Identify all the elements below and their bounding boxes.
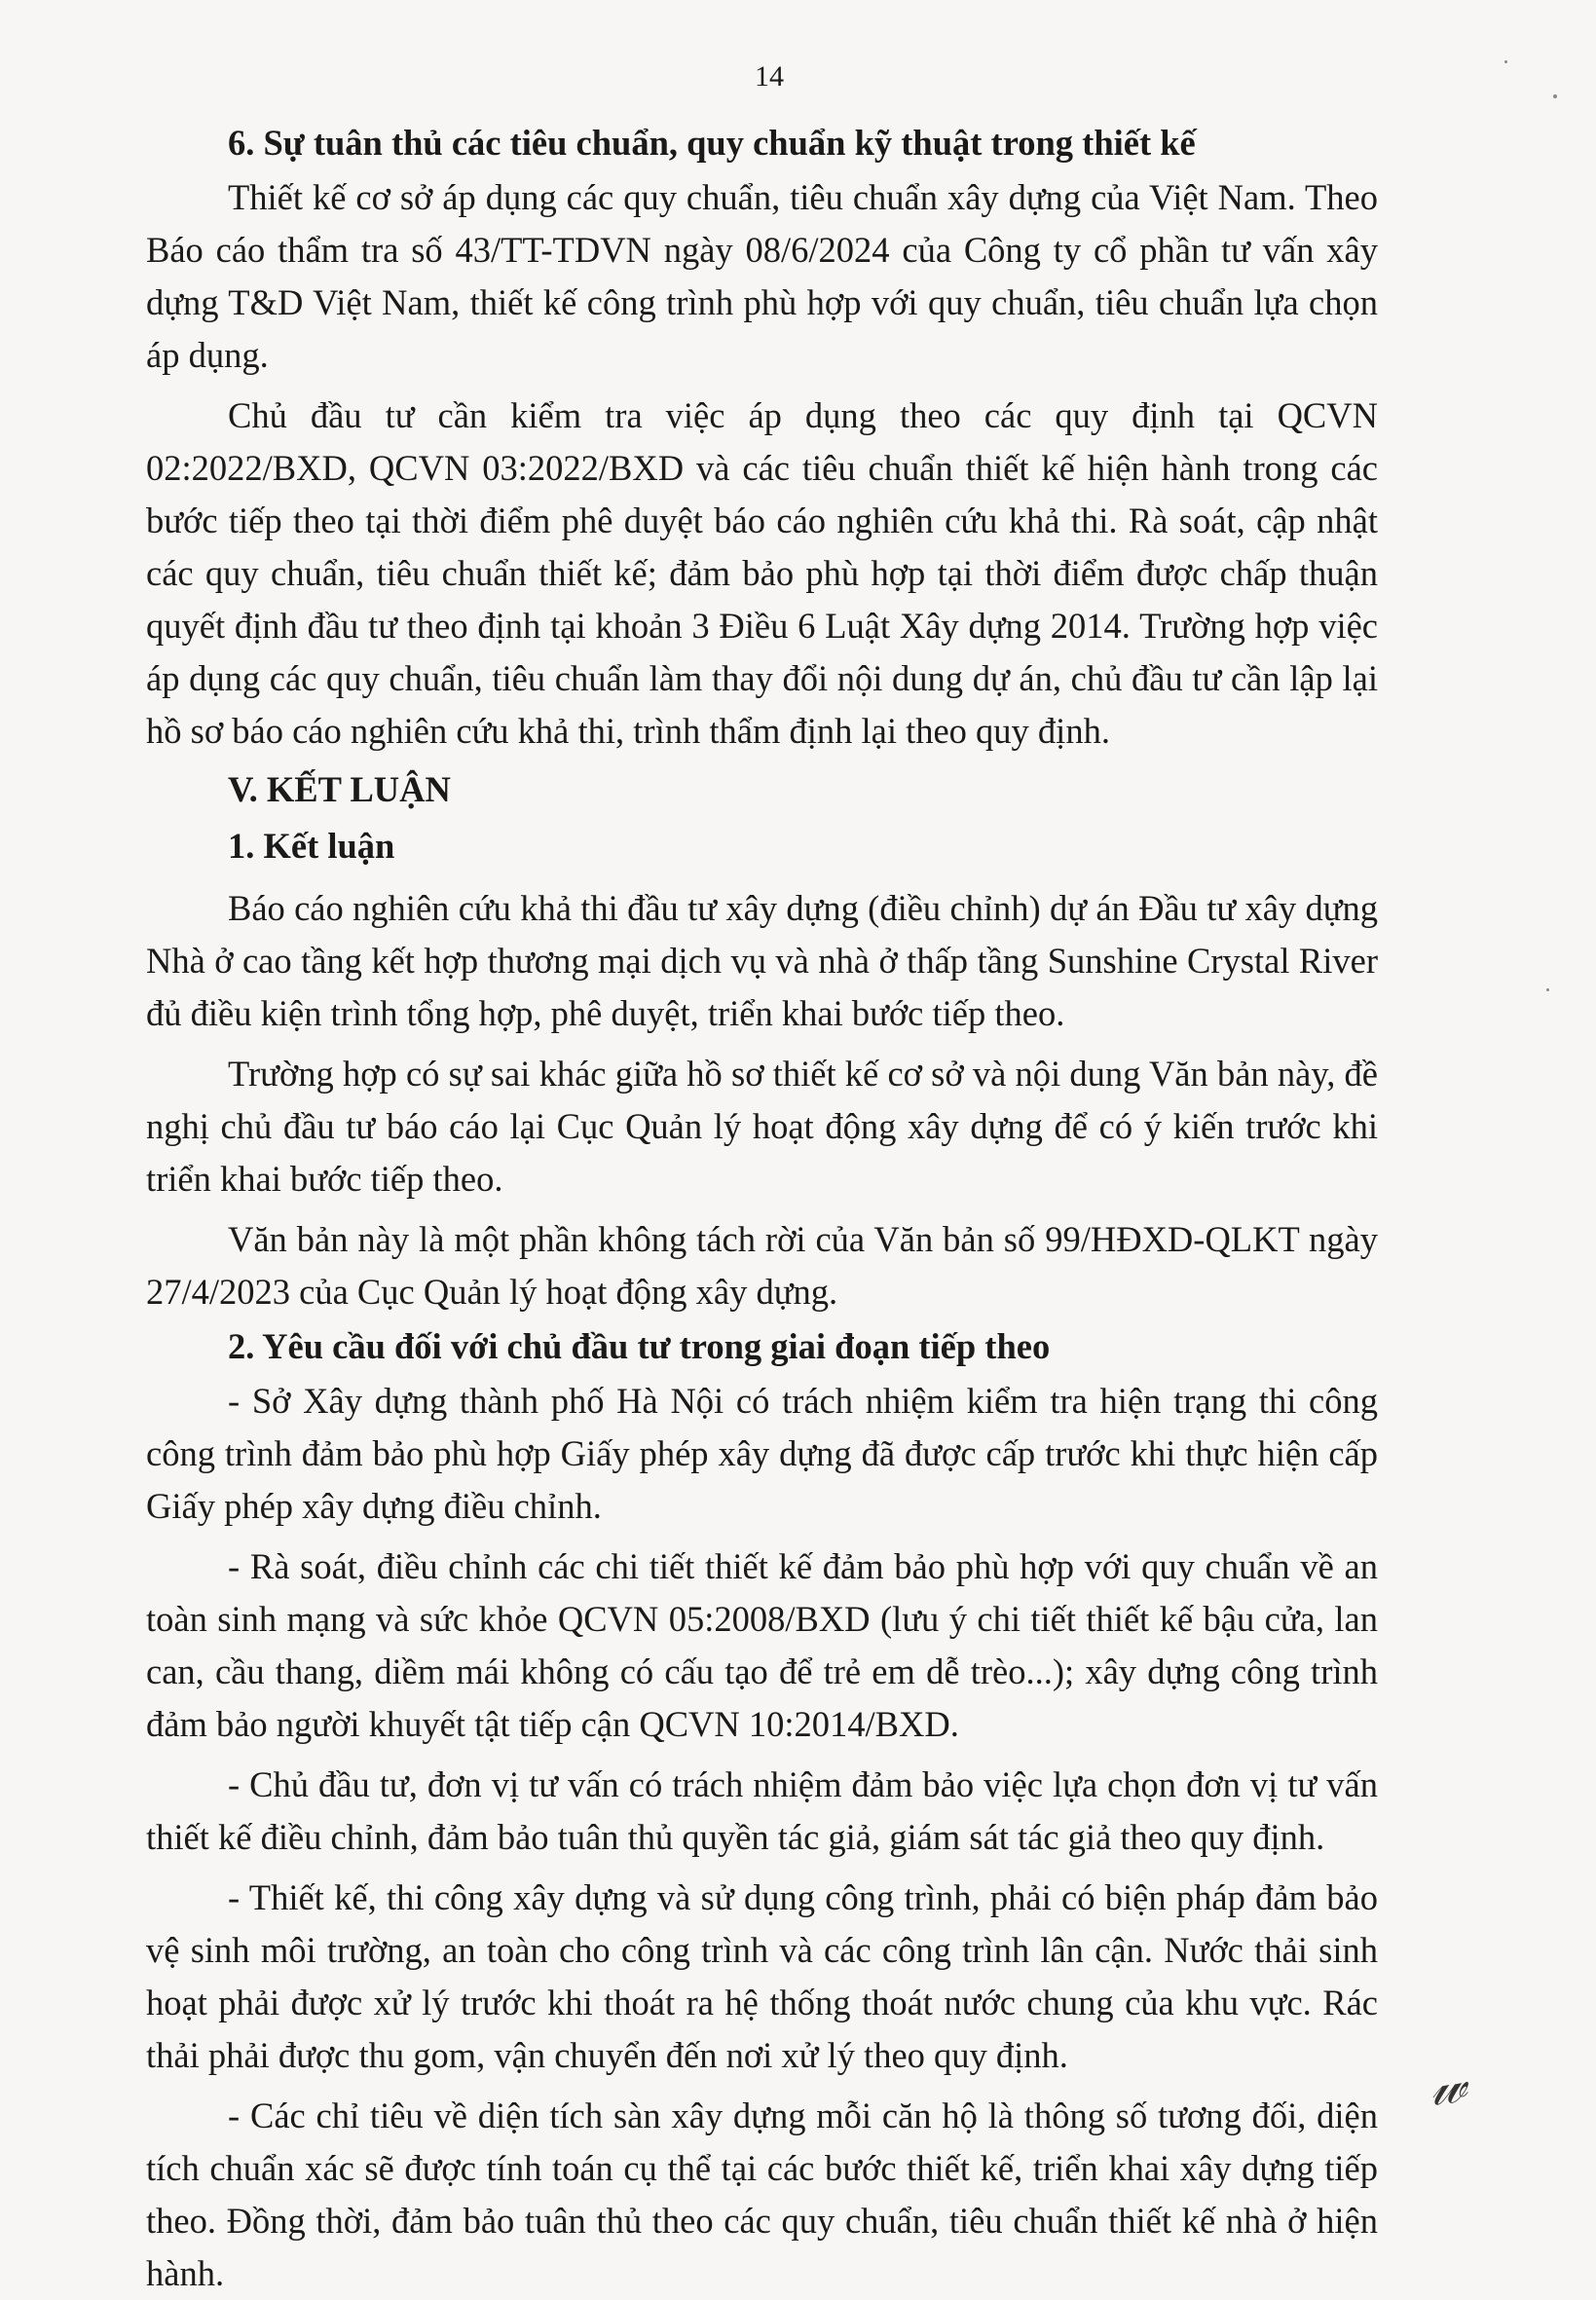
requirement-item-4: - Thiết kế, thi công xây dựng và sử dụng công trình, phải có biện pháp đảm bảo vệ sinh môi trường, an toàn cho công trình và các công trình lân cận. Nước thải sinh hoạt phải được xử lý trước khi thoát ra hệ thống thoát nước chung của khu vực. Rác thải phải được thu gom, vận chuyển đến nơi xử lý theo quy định. xyxy=(146,1877,1378,2075)
requirement-item-2: - Rà soát, điều chỉnh các chi tiết thiết kế đảm bảo phù hợp với quy chuẩn về an toàn sinh mạng và sức khỏe QCVN 05:2008/BXD (lưu ý chi tiết thiết kế bậu cửa, lan can, cầu thang, diềm mái không có cấu tạo để trẻ em dễ trèo...); xây dựng công trình đảm bảo người khuyết tật tiếp cận QCVN 10:2014/BXD. xyxy=(146,1546,1378,1744)
scan-speck xyxy=(1546,988,1549,991)
initial-signature-mark: 𝓌 xyxy=(1425,2052,1470,2119)
conclusion-paragraph-2: Trường hợp có sự sai khác giữa hồ sơ thiết kế cơ sở và nội dung Văn bản này, đề nghị chủ đầu tư báo cáo lại Cục Quản lý hoạt động xây dựng để có ý kiến trước khi triển khai bước tiếp theo. xyxy=(146,1054,1378,1199)
requirement-item-5: - Các chỉ tiêu về diện tích sàn xây dựng mỗi căn hộ là thông số tương đối, diện tích chuẩn xác sẽ được tính toán cụ thể tại các bước thiết kế, triển khai xây dựng tiếp theo. Đồng thời, đảm bảo tuân thủ theo các quy chuẩn, tiêu chuẩn thiết kế nhà ở hiện hành. xyxy=(146,2096,1378,2293)
page-number: 14 xyxy=(755,60,784,93)
requirement-item-1: - Sở Xây dựng thành phố Hà Nội có trách nhiệm kiểm tra hiện trạng thi công công trình đảm bảo phù hợp Giấy phép xây dựng đã được cấp trước khi thực hiện cấp Giấy phép xây dựng điều chỉnh. xyxy=(146,1381,1378,1526)
section-6-paragraph-2: Chủ đầu tư cần kiểm tra việc áp dụng theo các quy định tại QCVN 02:2022/BXD, QCVN 03:2022/BXD và các tiêu chuẩn thiết kế hiện hành trong các bước tiếp theo tại thời điểm phê duyệt báo cáo nghiên cứu khả thi. Rà soát, cập nhật các quy chuẩn, tiêu chuẩn thiết kế; đảm bảo phù hợp tại thời điểm được chấp thuận quyết định đầu tư theo định tại khoản 3 Điều 6 Luật Xây dựng 2014. Trường hợp việc áp dụng các quy chuẩn, tiêu chuẩn làm thay đổi nội dung dự án, chủ đầu tư cần lập lại hồ sơ báo cáo nghiên cứu khả thi, trình thẩm định lại theo quy định. xyxy=(146,395,1378,751)
scan-speck xyxy=(1553,94,1557,98)
requirements-heading: 2. Yêu cầu đối với chủ đầu tư trong giai đoạn tiếp theo xyxy=(228,1326,1051,1366)
requirement-item-3: - Chủ đầu tư, đơn vị tư vấn có trách nhiệm đảm bảo việc lựa chọn đơn vị tư vấn thiết kế điều chỉnh, đảm bảo tuân thủ quyền tác giả, giám sát tác giả theo quy định. xyxy=(146,1764,1378,1857)
scan-speck xyxy=(1504,60,1507,63)
conclusion-heading: 1. Kết luận xyxy=(228,826,395,866)
section-v-heading: V. KẾT LUẬN xyxy=(228,769,451,809)
section-6-heading: 6. Sự tuân thủ các tiêu chuẩn, quy chuẩn kỹ thuật trong thiết kế xyxy=(228,123,1196,163)
document-body xyxy=(146,115,1378,2300)
conclusion-paragraph-3: Văn bản này là một phần không tách rời của Văn bản số 99/HĐXD-QLKT ngày 27/4/2023 của Cục Quản lý hoạt động xây dựng. xyxy=(146,1219,1378,1312)
section-6-paragraph-1: Thiết kế cơ sở áp dụng các quy chuẩn, tiêu chuẩn xây dựng của Việt Nam. Theo Báo cáo thẩm tra số 43/TT-TDVN ngày 08/6/2024 của Công ty cổ phần tư vấn xây dựng T&D Việt Nam, thiết kế công trình phù hợp với quy chuẩn, tiêu chuẩn lựa chọn áp dụng. xyxy=(146,177,1378,375)
conclusion-paragraph-1: Báo cáo nghiên cứu khả thi đầu tư xây dựng (điều chỉnh) dự án Đầu tư xây dựng Nhà ở cao tầng kết hợp thương mại dịch vụ và nhà ở thấp tầng Sunshine Crystal River đủ điều kiện trình tổng hợp, phê duyệt, triển khai bước tiếp theo. xyxy=(146,888,1378,1033)
